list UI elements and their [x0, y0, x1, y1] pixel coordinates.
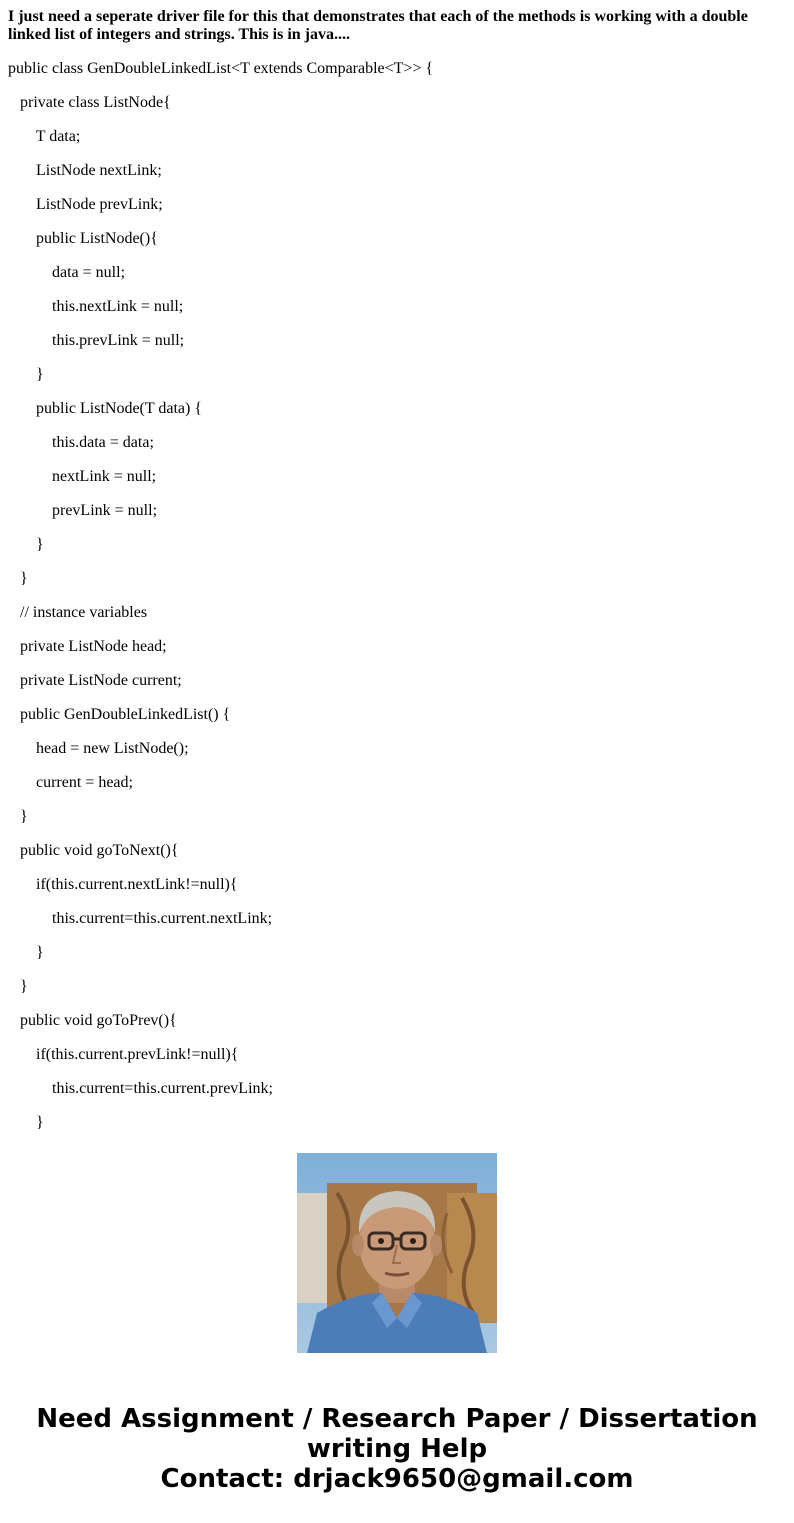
code-line: nextLink = null; [8, 468, 157, 485]
code-line: this.nextLink = null; [8, 298, 184, 315]
author-avatar [297, 1153, 497, 1353]
code-line: } [8, 944, 44, 961]
code-line: private ListNode current; [8, 672, 182, 689]
code-line: this.prevLink = null; [8, 332, 185, 349]
code-line: head = new ListNode(); [8, 740, 189, 757]
code-listing [0, 59, 794, 1131]
code-line: public void goToPrev(){ [8, 1012, 177, 1029]
footer-line-contact: Contact: drjack9650@gmail.com [160, 1464, 634, 1494]
contact-banner [0, 1404, 794, 1494]
code-line: public void goToNext(){ [8, 842, 179, 859]
code-line: public ListNode(){ [8, 230, 158, 247]
code-line: if(this.current.nextLink!=null){ [8, 876, 238, 893]
code-line: } [8, 808, 28, 825]
code-line: T data; [8, 128, 81, 145]
code-line: this.current=this.current.nextLink; [8, 910, 273, 927]
code-line: // instance variables [8, 604, 148, 621]
code-line: data = null; [8, 264, 126, 281]
code-line: current = head; [8, 774, 133, 791]
code-line: this.current=this.current.prevLink; [8, 1080, 273, 1097]
code-line: public class GenDoubleLinkedList<T extends Comparable<T>> { [8, 60, 434, 77]
code-line: ListNode nextLink; [8, 162, 162, 179]
code-line: } [8, 570, 28, 587]
code-line: } [8, 536, 44, 553]
code-line: private ListNode head; [8, 638, 167, 655]
footer-line-assignment: Need Assignment / Research Paper / Dissertation [36, 1404, 758, 1434]
code-line: } [8, 978, 28, 995]
code-line: public ListNode(T data) { [8, 400, 203, 417]
code-line: if(this.current.prevLink!=null){ [8, 1046, 239, 1063]
code-line: prevLink = null; [8, 502, 158, 519]
question-text: I just need a seperate driver file for this that demonstrates that each of the methods is working with a double linked list of integers and strings. This is in java.... [8, 8, 748, 43]
code-line: this.data = data; [8, 434, 154, 451]
footer-line-help: writing Help [306, 1434, 488, 1464]
code-line: } [8, 366, 44, 383]
code-line: ListNode prevLink; [8, 196, 163, 213]
code-line: } [8, 1114, 44, 1131]
code-line: public GenDoubleLinkedList() { [8, 706, 231, 723]
author-photo [297, 1153, 497, 1353]
code-line: private class ListNode{ [8, 94, 171, 111]
